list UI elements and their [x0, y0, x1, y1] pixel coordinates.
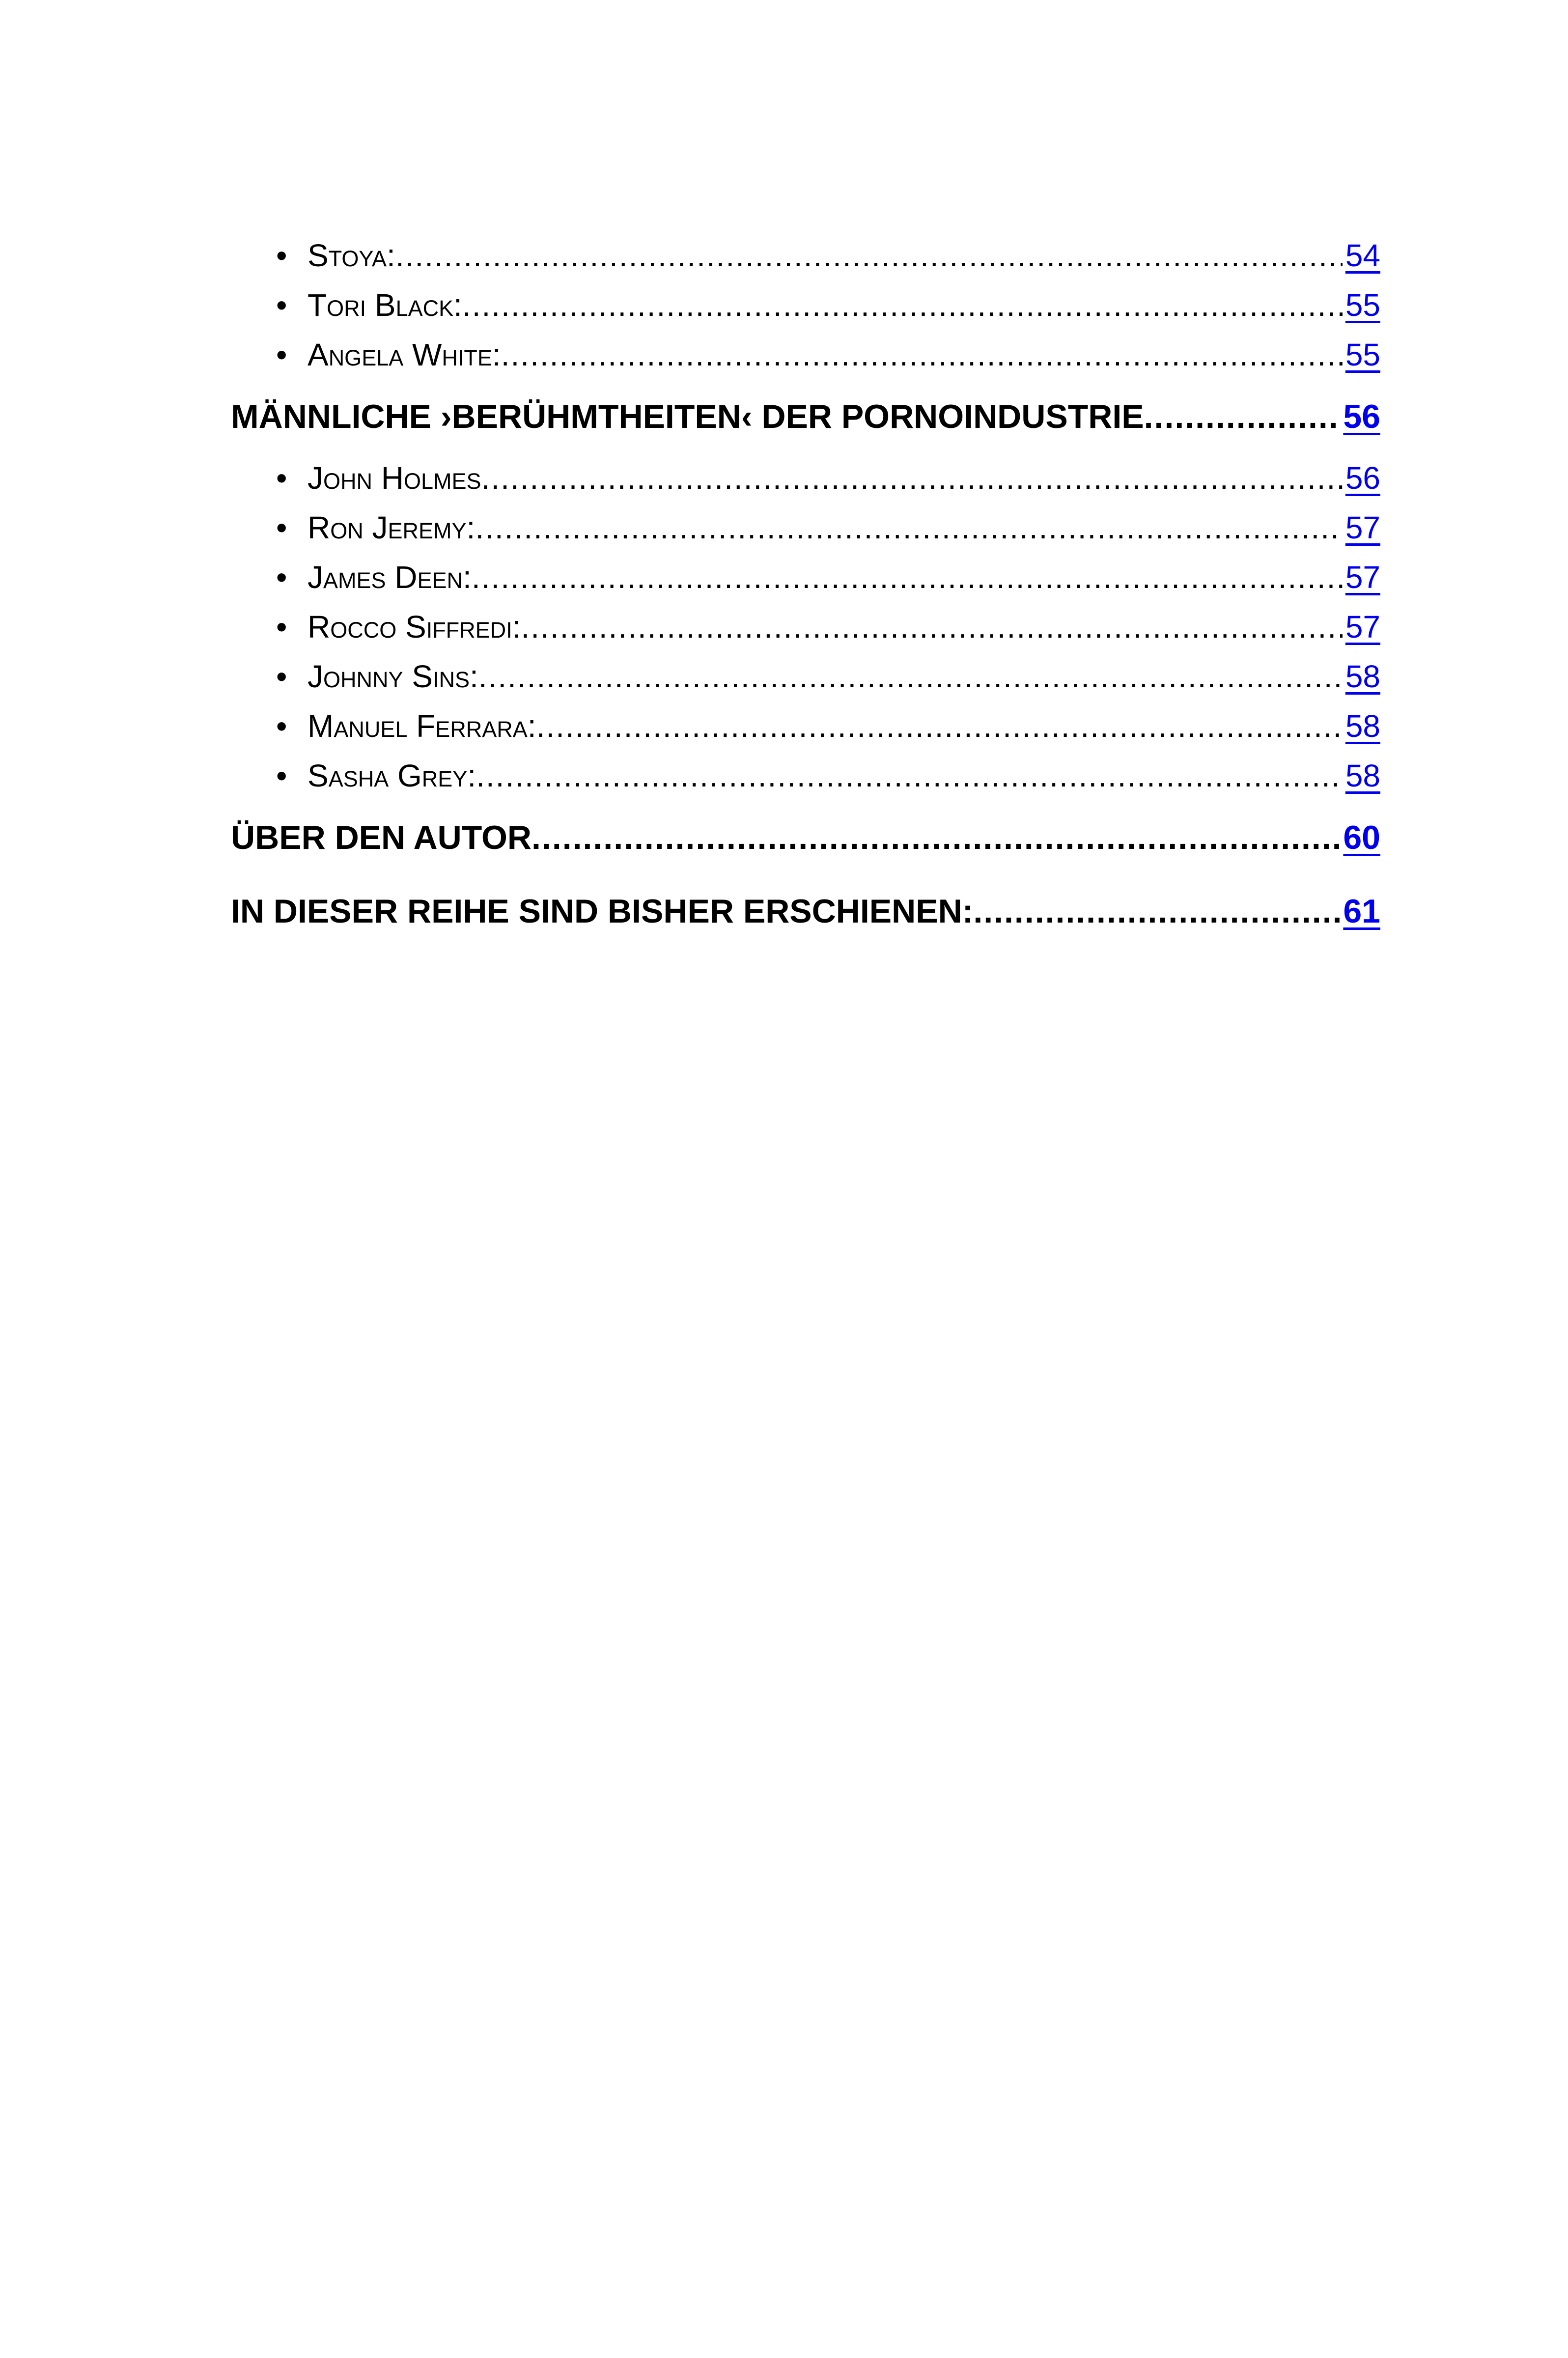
- toc-entry-james-deen[interactable]: [231, 553, 1380, 602]
- toc-heading-label: MÄNNLICHE ›BERÜHMTHEITEN‹ DER PORNOINDUSTRIE: [231, 398, 1144, 435]
- toc-entry-ron-jeremy[interactable]: [231, 503, 1380, 553]
- page-number-link[interactable]: 55: [1345, 337, 1380, 372]
- dot-leader: [462, 281, 1343, 330]
- page-number-link[interactable]: 56: [1343, 398, 1380, 435]
- dot-leader: [521, 602, 1342, 652]
- toc-entry-rocco-siffredi[interactable]: [231, 602, 1380, 652]
- toc-heading-in-dieser-reihe[interactable]: [231, 874, 1380, 948]
- dot-leader: [501, 330, 1343, 380]
- toc-entry-angela-white[interactable]: [231, 330, 1380, 380]
- bullet-icon: •: [276, 708, 287, 744]
- page-number-link[interactable]: 58: [1345, 708, 1380, 744]
- page-number-link[interactable]: 60: [1343, 819, 1380, 856]
- dot-leader: [532, 801, 1340, 874]
- bullet-icon: •: [276, 609, 287, 645]
- toc-entry-john-holmes[interactable]: [231, 453, 1380, 503]
- dot-leader: [395, 231, 1343, 281]
- toc-entry-label: Tori Black:: [308, 287, 462, 323]
- page-number-link[interactable]: 58: [1345, 758, 1380, 793]
- page-number-link[interactable]: 61: [1343, 893, 1380, 930]
- page-number-link[interactable]: 57: [1345, 609, 1380, 645]
- toc-entry-label: Johnny Sins:: [308, 659, 478, 694]
- toc-entry-label: John Holmes: [308, 460, 481, 496]
- toc-entry-label: Stoya:: [308, 238, 395, 273]
- bullet-icon: •: [276, 238, 287, 273]
- toc-heading-ueber-den-autor[interactable]: [231, 801, 1380, 874]
- dot-leader: [476, 751, 1343, 801]
- bullet-icon: •: [276, 337, 287, 372]
- toc-heading-label: IN DIESER REIHE SIND BISHER ERSCHIENEN:: [231, 893, 974, 930]
- toc-entry-label: Rocco Siffredi:: [308, 609, 521, 645]
- toc-entry-label: Angela White:: [308, 337, 501, 372]
- page-number-link[interactable]: 57: [1345, 560, 1380, 595]
- toc-entry-manuel-ferrara[interactable]: [231, 702, 1380, 751]
- dot-leader: [1144, 380, 1341, 453]
- bullet-icon: •: [276, 659, 287, 694]
- toc-entry-sasha-grey[interactable]: [231, 751, 1380, 801]
- page-number-link[interactable]: 54: [1345, 238, 1380, 273]
- toc-heading-maennliche[interactable]: [231, 380, 1380, 453]
- toc-heading-label: ÜBER DEN AUTOR: [231, 819, 532, 856]
- dot-leader: [481, 453, 1343, 503]
- bullet-icon: •: [276, 460, 287, 496]
- dot-leader: [472, 553, 1343, 602]
- bullet-icon: •: [276, 510, 287, 545]
- toc-entry-label: Manuel Ferrara:: [308, 708, 536, 744]
- toc-entry-label: James Deen:: [308, 560, 472, 595]
- bullet-icon: •: [276, 758, 287, 793]
- toc-entry-johnny-sins[interactable]: [231, 652, 1380, 702]
- table-of-contents: [231, 231, 1380, 948]
- dot-leader: [478, 652, 1343, 702]
- dot-leader: [475, 503, 1343, 553]
- toc-entry-label: Ron Jeremy:: [308, 510, 476, 545]
- bullet-icon: •: [276, 287, 287, 323]
- page-number-link[interactable]: 58: [1345, 659, 1380, 694]
- toc-entry-stoya[interactable]: [231, 231, 1380, 281]
- dot-leader: [536, 702, 1343, 751]
- toc-entry-tori-black[interactable]: [231, 281, 1380, 330]
- page-number-link[interactable]: 55: [1345, 287, 1380, 323]
- page-number-link[interactable]: 56: [1345, 460, 1380, 496]
- page-number-link[interactable]: 57: [1345, 510, 1380, 545]
- dot-leader: [973, 874, 1340, 948]
- bullet-icon: •: [276, 560, 287, 595]
- toc-entry-label: Sasha Grey:: [308, 758, 476, 793]
